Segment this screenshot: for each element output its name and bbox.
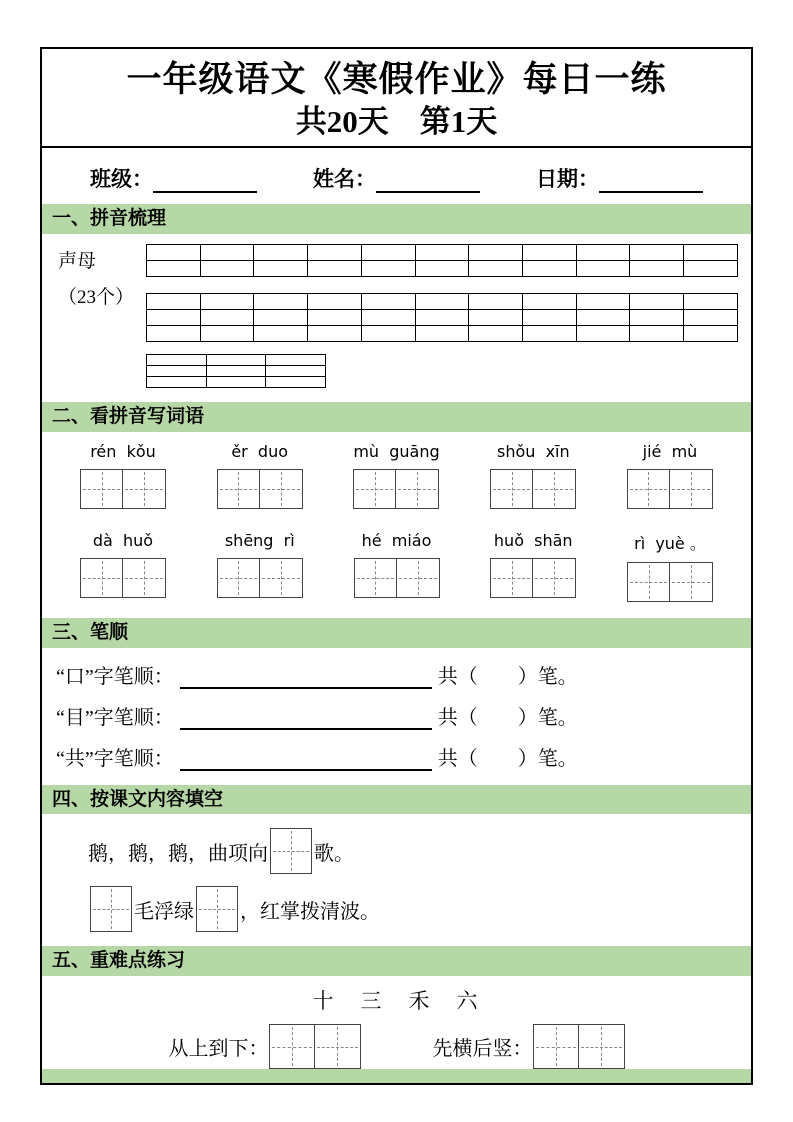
grid-cell [200,261,254,277]
grid-cell [254,326,308,342]
writing-box-pair [627,469,713,509]
name-field [313,163,480,193]
pinyin-grid-3 [146,354,326,388]
class-field [90,163,257,193]
stroke-order-suffix: 共（ ）笔。 [437,706,578,729]
writing-box [670,469,713,509]
pinyin-label: mù guāng [353,441,440,461]
grid-cell [361,294,415,310]
grid-cell [630,326,684,342]
writing-box-pair [80,469,166,509]
shengmu-label-line1: 声母 [58,251,97,272]
practice-item-top-to-bottom [169,1024,361,1069]
stroke-order-prefix: “目”字笔顺： [56,706,174,729]
grid-cell [415,294,469,310]
writing-box [269,1024,315,1069]
grid-cell [147,366,207,377]
date-label: 日期： [536,167,599,192]
grid-cell [523,261,577,277]
word-group [217,531,303,602]
writing-box [260,469,303,509]
fill-text: 歌。 [314,842,354,865]
grid-cell [361,326,415,342]
stroke-order-blank [180,704,432,730]
grid-cell [576,310,630,326]
section-header-words: 二、看拼音写词语 [42,402,751,432]
pinyin-label: huǒ shān [493,530,573,550]
grid-cell [576,326,630,342]
writing-box [533,469,576,509]
stroke-order-prefix: “口”字笔顺： [56,665,174,688]
fill-line-2 [42,874,751,946]
grid-cell [684,310,738,326]
section-header-pinyin: 一、拼音梳理 [42,204,751,234]
grid-cell [415,245,469,261]
grid-cell [147,326,201,342]
class-blank [153,171,257,193]
writing-box [217,469,260,509]
pinyin-label: shēng rì [224,530,295,550]
writing-box [490,558,533,598]
section-header-fill: 四、按课文内容填空 [42,785,751,815]
practice-characters: 十 三 禾 六 [312,989,481,1013]
writing-box-pair [269,1024,361,1069]
class-label: 班级： [90,167,153,192]
grid-cell [254,310,308,326]
grid-cell [523,294,577,310]
writing-box [490,469,533,509]
practice-label: 先横后竖： [432,1038,533,1060]
title-block [42,49,751,148]
stroke-order-suffix: 共（ ）笔。 [437,665,578,688]
word-group [354,531,440,602]
pinyin-grid-1 [146,244,738,277]
grid-cell [254,261,308,277]
grid-cell [684,326,738,342]
student-info-row [42,148,751,204]
grid-cell [469,326,523,342]
word-group [627,442,713,509]
grid-cell [361,261,415,277]
grid-cell [147,310,201,326]
grid-cell [147,377,207,388]
practice-label: 从上到下： [168,1038,269,1060]
grid-cell [308,294,362,310]
writing-box [533,1024,579,1069]
fill-text: 毛浮绿 [134,900,194,923]
grid-cell [523,245,577,261]
writing-box-pair [353,469,439,509]
word-group [627,531,713,602]
grid-cell [684,294,738,310]
grid-cell [308,245,362,261]
grid-cell [523,326,577,342]
grid-cell [415,261,469,277]
word-group [80,442,166,509]
grid-cell [308,326,362,342]
stroke-order-row [42,689,751,730]
page-title: 一年级语文《寒假作业》每日一练 [126,60,667,99]
grid-cell [361,245,415,261]
word-group [490,442,576,509]
pinyin-label: rì yuè 。 [634,533,706,553]
grid-cell [361,310,415,326]
date-blank [599,171,703,193]
grid-cell [206,355,266,366]
grid-cell [147,261,201,277]
grid-cell [200,310,254,326]
grid-cell [308,261,362,277]
grid-cell [469,245,523,261]
word-group [353,442,439,509]
writing-box [533,558,576,598]
grid-cell [266,377,326,388]
grid-cell [254,294,308,310]
writing-box-pair [217,469,303,509]
grid-cell [630,310,684,326]
writing-box [80,469,123,509]
stroke-order-row [42,648,751,689]
name-blank [376,171,480,193]
practice-item-horizontal-first [433,1024,625,1069]
word-group [80,531,166,602]
grid-cell [147,294,201,310]
pinyin-label: ěr duo [231,441,289,461]
grid-cell [206,366,266,377]
writing-box [670,562,713,602]
grid-cell [254,245,308,261]
pinyin-grids [146,244,741,388]
stroke-order-suffix: 共（ ）笔。 [437,747,578,770]
grid-cell [200,326,254,342]
writing-box [579,1024,625,1069]
writing-box [354,558,397,598]
name-label: 姓名： [313,167,376,192]
writing-box-pair [627,562,713,602]
grid-cell [200,294,254,310]
words-row-1 [42,432,751,515]
grid-cell [523,310,577,326]
writing-box [353,469,396,509]
pinyin-grid-2 [146,293,738,342]
grid-cell [415,326,469,342]
words-row-2 [42,515,751,618]
writing-box-pair [490,469,576,509]
pinyin-label: shǒu xīn [496,441,570,461]
date-field [536,163,703,193]
shengmu-label [58,244,146,388]
grid-cell [308,310,362,326]
grid-cell [469,310,523,326]
pinyin-label: dà huǒ [92,530,154,550]
page-subtitle: 共20天 第1天 [295,103,498,139]
writing-box-pair [80,558,166,598]
grid-cell [684,261,738,277]
grid-cell [415,310,469,326]
grid-cell [576,261,630,277]
grid-cell [266,355,326,366]
writing-box [627,469,670,509]
writing-box [80,558,123,598]
grid-cell [576,245,630,261]
pinyin-section-body [42,234,751,402]
stroke-order-row [42,730,751,785]
worksheet-page [40,47,753,1085]
stroke-order-blank [180,663,432,689]
fill-text: 鹅，鹅，鹅，曲项向 [88,842,268,865]
writing-box-pair [217,558,303,598]
writing-box-pair [490,558,576,598]
shengmu-label-line2: （23个） [58,287,135,309]
word-group [217,442,303,509]
grid-cell [206,377,266,388]
grid-cell [469,261,523,277]
writing-box [315,1024,361,1069]
writing-box [123,469,166,509]
fill-blank-box [196,886,238,932]
bottom-green-strip [42,1069,751,1083]
writing-box [397,558,440,598]
grid-cell [630,261,684,277]
fill-line-1 [42,814,751,874]
grid-cell [266,366,326,377]
grid-cell [147,355,207,366]
writing-box [260,558,303,598]
grid-cell [630,245,684,261]
word-group [490,531,576,602]
grid-cell [147,245,201,261]
stroke-order-prefix: “共”字笔顺： [56,747,174,770]
grid-cell [630,294,684,310]
writing-box-pair [533,1024,625,1069]
section-header-strokes: 三、笔顺 [42,618,751,648]
stroke-order-blank [180,745,432,771]
writing-box [627,562,670,602]
writing-box [217,558,260,598]
writing-box-pair [354,558,440,598]
section-header-practice: 五、重难点练习 [42,946,751,976]
writing-box [396,469,439,509]
fill-text: ，红掌拨清波。 [240,900,380,923]
writing-box [123,558,166,598]
grid-cell [576,294,630,310]
fill-blank-box [270,828,312,874]
pinyin-label: rén kǒu [90,441,156,461]
pinyin-label: jié mù [642,441,698,461]
grid-cell [200,245,254,261]
fill-blank-box [90,886,132,932]
grid-cell [684,245,738,261]
pinyin-label: hé miáo [361,530,432,550]
grid-cell [469,294,523,310]
